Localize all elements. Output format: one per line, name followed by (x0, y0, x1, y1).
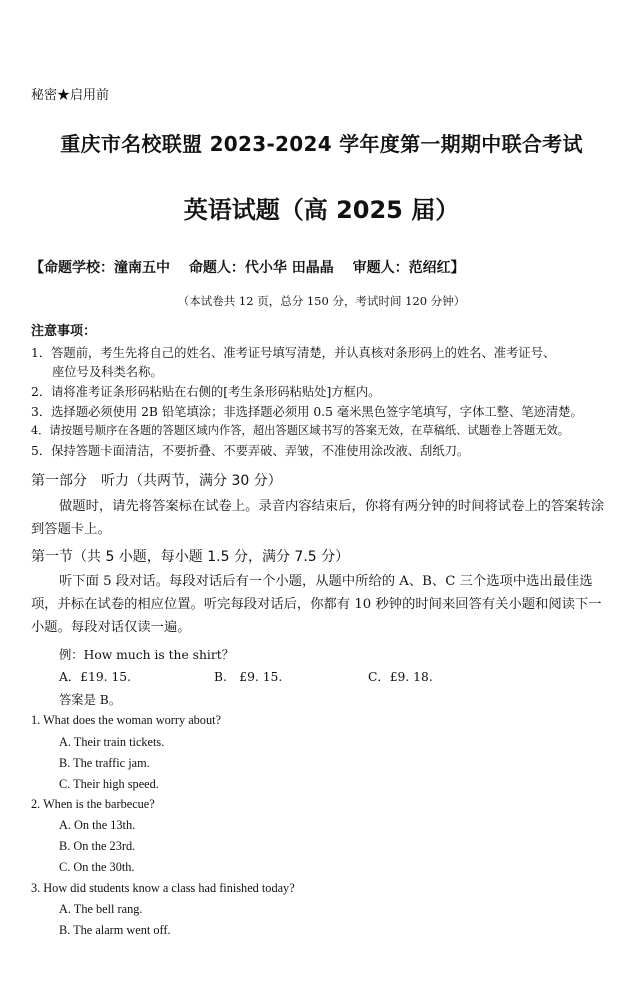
q2-option-a: A. On the 13th. (59, 818, 136, 832)
example-answer: 答案是 B。 (59, 693, 122, 707)
notice-item-1-cont: 座位号及科类名称。 (52, 365, 163, 379)
notice-item-5: 5．保持答题卡面清洁，不要折叠、不要弄破、弄皱，不准使用涂改液、刮纸刀。 (31, 444, 470, 458)
question-3: 3. How did students know a class had finished today? (31, 881, 295, 895)
example-option-c: C．£9. 18. (368, 670, 433, 684)
question-1: 1. What does the woman worry about? (31, 713, 221, 727)
notice-item-1: 1．答题前，考生先将自己的姓名、准考证号填写清楚，并认真核对条形码上的姓名、准考证号、 (31, 346, 556, 360)
author-setters: 命题人：代小华 田晶晶 (188, 260, 334, 276)
author-school: 【命题学校：潼南五中 (30, 260, 170, 276)
confidential-label: 秘密★启用前 (31, 88, 110, 103)
example-question: 例：How much is the shirt？ (59, 648, 234, 662)
q2-option-c: C. On the 30th. (59, 860, 135, 874)
section1-instruction: 听下面 5 段对话。每段对话后有一个小题，从题中所给的 A、B、C 三个选项中选出最佳选项，并标在试卷的相应位置。听完每段对话后，你都有 10 秒钟的时间来回答有关小题和阅读下一小题。每段对话仅读一遍。 (31, 574, 602, 635)
q2-option-b: B. On the 23rd. (59, 839, 136, 853)
part1-title: 第一部分 听力（共两节，满分 30 分） (31, 473, 282, 489)
notice-heading: 注意事项： (31, 324, 97, 339)
q1-option-b: B. The traffic jam. (59, 756, 150, 770)
example-option-a: A．£19. 15. (59, 670, 132, 684)
q3-option-a: A. The bell rang. (59, 902, 143, 916)
exam-title: 重庆市名校联盟 2023-2024 学年度第一期期中联合考试 (60, 132, 583, 156)
exam-info: （本试卷共 12 页，总分 150 分，考试时间 120 分钟） (177, 294, 466, 308)
notice-item-4: 4．请按题号顺序在各题的答题区域内作答，超出答题区域书写的答案无效，在草稿纸、试题卷上答题无效。 (31, 424, 570, 437)
notice-item-3: 3．选择题必须使用 2B 铅笔填涂；非选择题必须用 0.5 毫米黑色签字笔填写，字体工整、笔迹清楚。 (31, 405, 583, 419)
notice-item-2: 2．请将准考证条形码粘贴在右侧的[考生条形码粘贴处]方框内。 (31, 385, 381, 399)
q3-option-b: B. The alarm went off. (59, 923, 171, 937)
q1-option-c: C. Their high speed. (59, 777, 159, 791)
section1-title: 第一节（共 5 小题，每小题 1.5 分，满分 7.5 分） (31, 549, 350, 565)
question-2: 2. When is the barbecue? (31, 797, 155, 811)
example-option-b: B. £9. 15. (214, 670, 283, 684)
authors-line (30, 257, 479, 277)
q1-option-a: A. Their train tickets. (59, 735, 165, 749)
exam-subtitle: 英语试题（高 2025 届） (183, 196, 460, 224)
author-reviewer: 审题人：范绍红】 (352, 260, 465, 276)
part1-instruction: 做题时，请先将答案标在试卷上。录音内容结束后，你将有两分钟的时间将试卷上的答案转涂到答题卡上。 (31, 499, 605, 537)
